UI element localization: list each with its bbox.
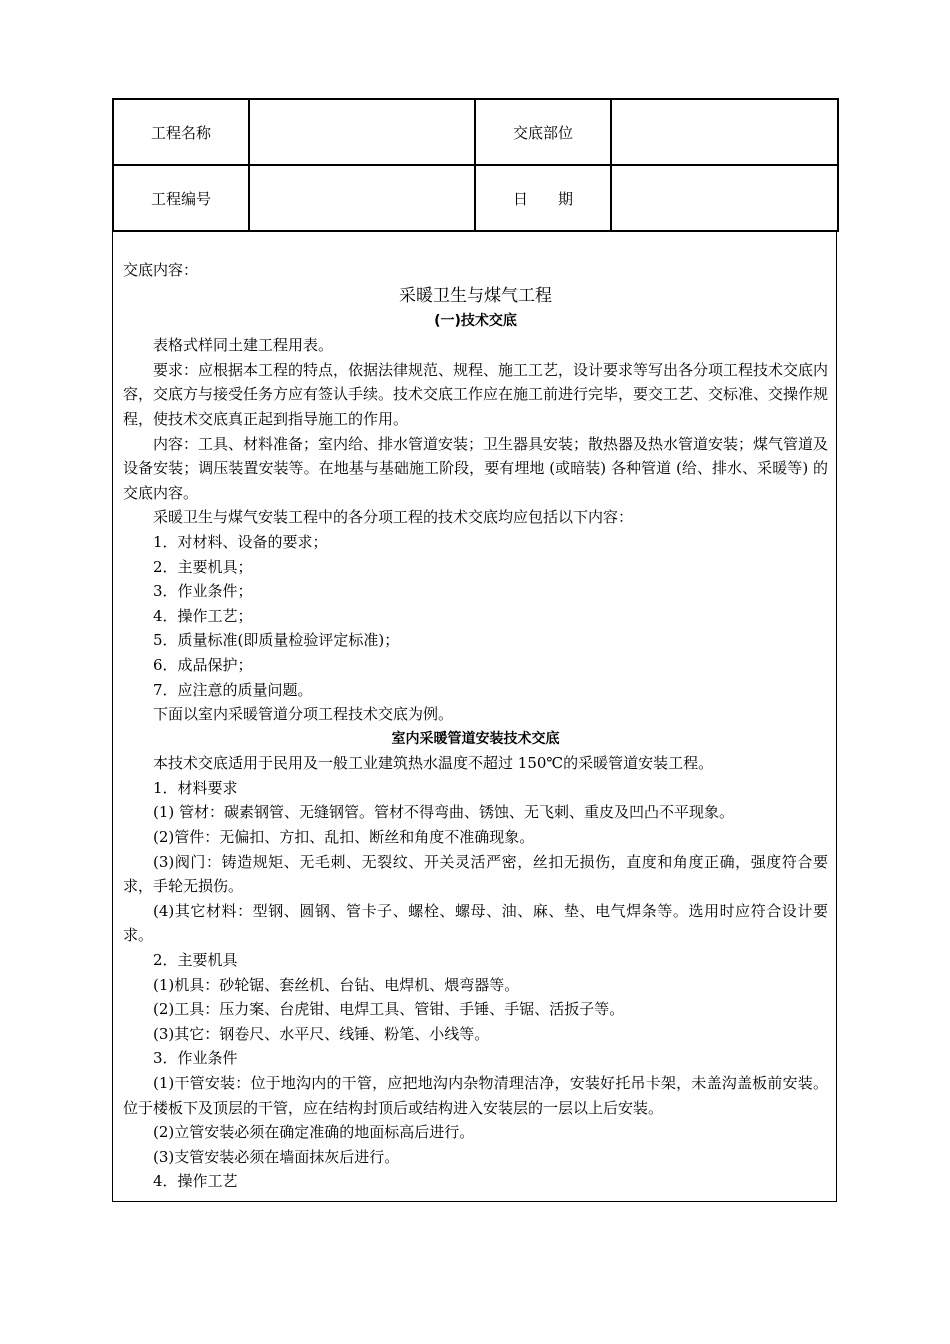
list-item: (3)支管安装必须在墙面抹灰后进行。 bbox=[153, 1147, 400, 1166]
list-item: 1．对材料、设备的要求； bbox=[153, 532, 328, 551]
paragraph: 要求：应根据本工程的特点，依据法律规范、规程、施工工艺，设计要求等写出各分项工程技术交底内容，交底方与接受任务方应有签认手续。技术交底工作应在施工前进行完毕，要交工艺、交标准、交操作规程，使技术交底真正起到指导施工的作用。 bbox=[123, 360, 829, 428]
list-item: 5．质量标准(即质量检验评定标准)； bbox=[153, 631, 400, 650]
paragraph: 采暖卫生与煤气安装工程中的各分项工程的技术交底均应包括以下内容： bbox=[153, 508, 634, 527]
subsection-heading: 4．操作工艺 bbox=[153, 1172, 238, 1191]
handover-location-label: 交底部位 bbox=[475, 99, 611, 165]
date-field[interactable] bbox=[611, 165, 838, 231]
project-name-field[interactable] bbox=[249, 99, 475, 165]
project-name-label: 工程名称 bbox=[113, 99, 249, 165]
header-row-1 bbox=[113, 99, 838, 165]
document-title: 采暖卫生与煤气工程 bbox=[399, 285, 552, 306]
content-label: 交底内容： bbox=[123, 261, 199, 279]
document-subtitle: (一)技术交底 bbox=[434, 312, 517, 329]
list-item: (3)其它：钢卷尺、水平尺、线锤、粉笔、小线等。 bbox=[153, 1024, 490, 1043]
handover-form bbox=[112, 98, 837, 1202]
project-number-field[interactable] bbox=[249, 165, 475, 231]
header-table bbox=[112, 98, 839, 232]
list-item: (1) 管材：碳素钢管、无缝钢管。管材不得弯曲、锈蚀、无飞刺、重皮及凹凸不平现象。 bbox=[153, 803, 735, 822]
list-item: (2)工具：压力案、台虎钳、电焊工具、管钳、手锤、手锯、活扳子等。 bbox=[153, 1000, 625, 1019]
subsection-heading: 1．材料要求 bbox=[153, 778, 238, 797]
list-item: (2)立管安装必须在确定准确的地面标高后进行。 bbox=[153, 1123, 475, 1142]
date-label: 日 期 bbox=[475, 165, 611, 231]
subsection-heading: 2．主要机具 bbox=[153, 951, 238, 970]
project-number-label: 工程编号 bbox=[113, 165, 249, 231]
subsection-heading: 3．作业条件 bbox=[153, 1049, 238, 1068]
paragraph: 下面以室内采暖管道分项工程技术交底为例。 bbox=[153, 705, 454, 724]
header-row-2 bbox=[113, 165, 838, 231]
list-item: (1)干管安装：位于地沟内的干管，应把地沟内杂物清理洁净，安装好托吊卡架，未盖沟盖板前安装。位于楼板下及顶层的干管，应在结构封顶后或结构进入安装层的一层以上后安装。 bbox=[123, 1074, 828, 1117]
list-item: (2)管件：无偏扣、方扣、乱扣、断丝和角度不准确现象。 bbox=[153, 828, 535, 847]
section-title: 室内采暖管道安装技术交底 bbox=[391, 730, 560, 747]
list-item: (1)机具：砂轮锯、套丝机、台钻、电焊机、煨弯器等。 bbox=[153, 975, 520, 994]
list-item: (3)阀门：铸造规矩、无毛刺、无裂纹、开关灵活严密，丝扣无损伤，直度和角度正确，强度符合要求，手轮无损伤。 bbox=[123, 852, 828, 896]
list-item: 4．操作工艺； bbox=[153, 606, 253, 625]
list-item: (4)其它材料：型钢、圆钢、管卡子、螺栓、螺母、油、麻、垫、电气焊条等。选用时应符合设计要求。 bbox=[123, 901, 828, 945]
list-item: 6．成品保护； bbox=[153, 655, 253, 674]
list-item: 2．主要机具； bbox=[153, 557, 253, 576]
content-area bbox=[112, 232, 837, 1202]
list-item: 7．应注意的质量问题。 bbox=[153, 680, 313, 699]
list-item: 3．作业条件； bbox=[153, 582, 253, 601]
paragraph: 本技术交底适用于民用及一般工业建筑热水温度不超过 150℃的采暖管道安装工程。 bbox=[153, 754, 714, 773]
paragraph: 内容：工具、材料准备；室内给、排水管道安装；卫生器具安装；散热器及热水管道安装；煤气管道及设备安装；调压装置安装等。在地基与基础施工阶段，要有埋地 (或暗装) 各种管道 (给、排水、采暖等) 的交底内容。 bbox=[123, 434, 829, 502]
handover-location-field[interactable] bbox=[611, 99, 838, 165]
paragraph: 表格式样同土建工程用表。 bbox=[153, 336, 334, 355]
